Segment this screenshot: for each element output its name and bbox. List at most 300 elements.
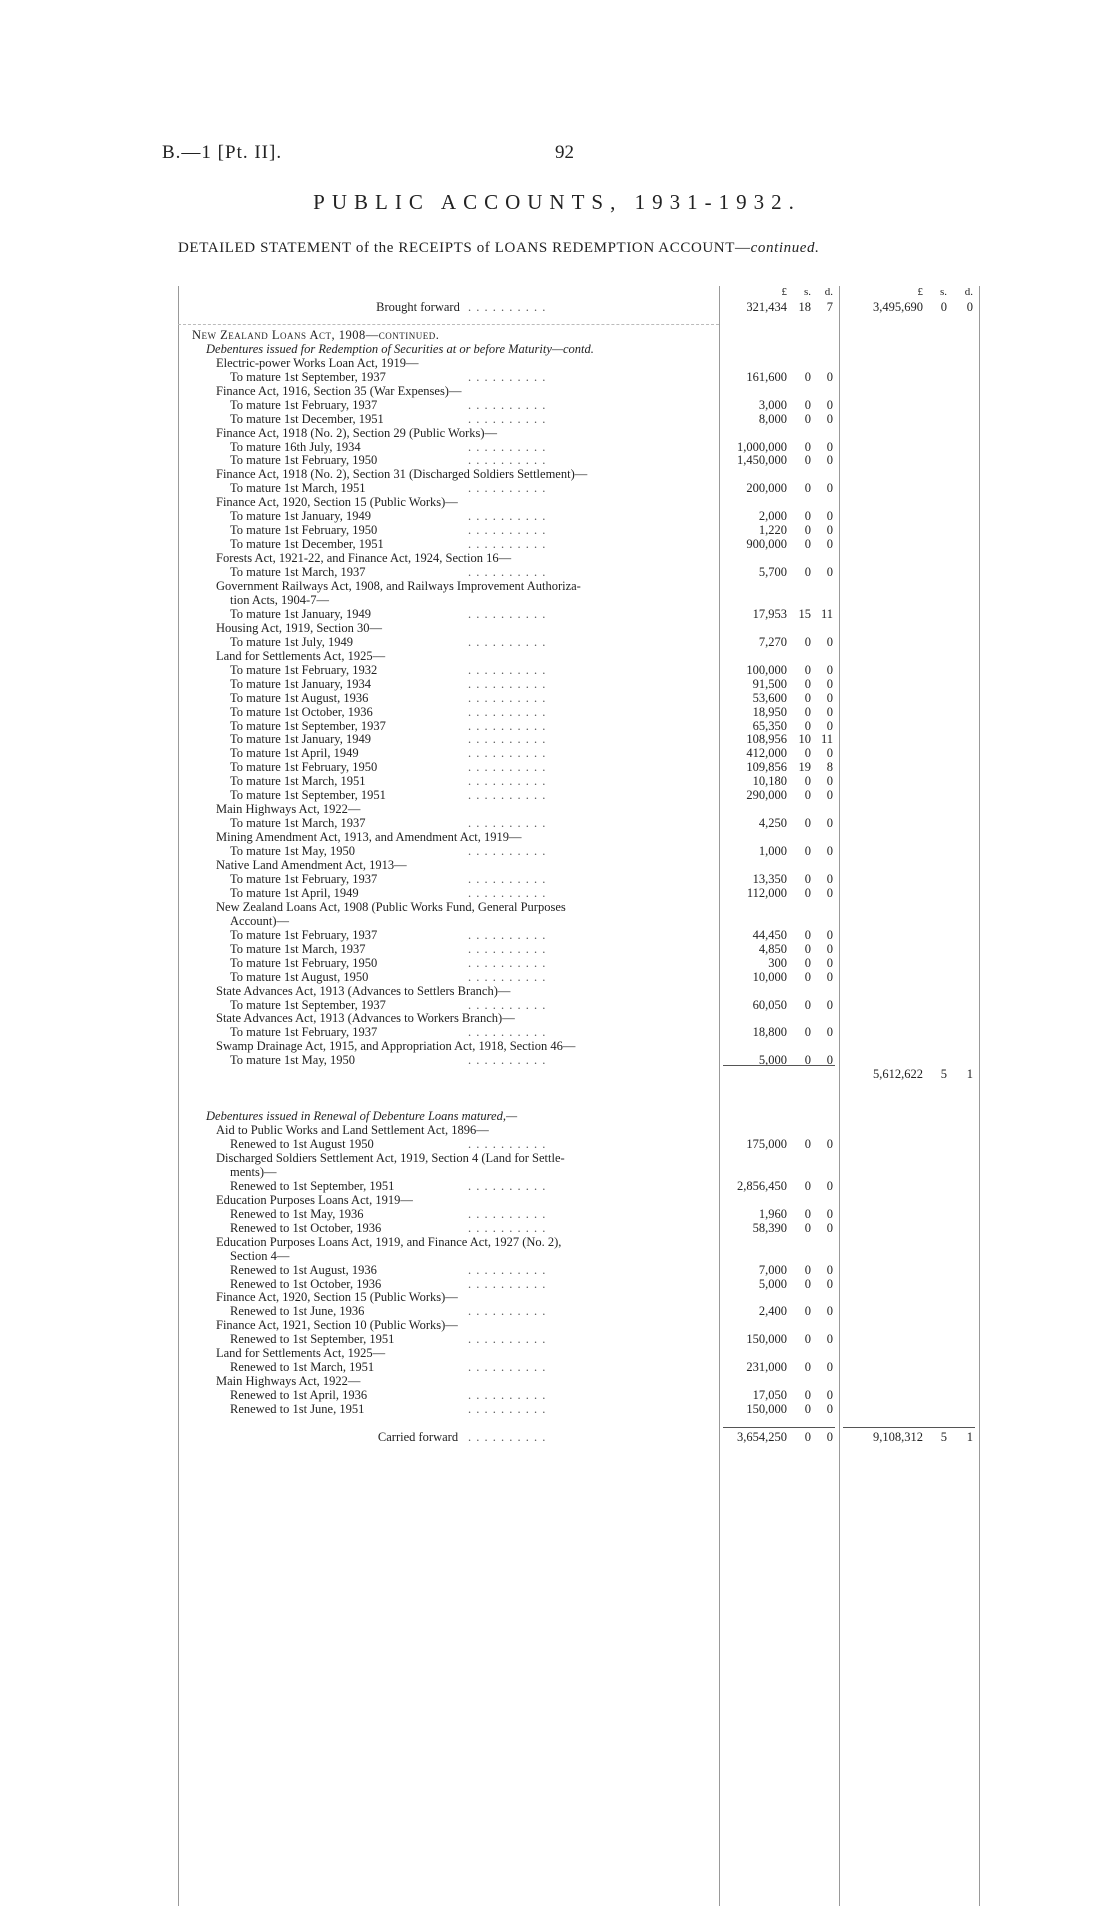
- dot-leader: . . . . . . . . . .: [468, 439, 547, 454]
- dot-leader: . . . . . . . . . .: [468, 1220, 547, 1235]
- dot-leader: . . . . . . . . . .: [468, 523, 547, 538]
- pounds-value: 5,000: [758, 1276, 787, 1291]
- dot-leader: . . . . . . . . . .: [468, 1053, 547, 1068]
- row-description: Renewed to 1st June, 1951: [230, 1402, 365, 1417]
- pence-value: 0: [826, 1220, 833, 1235]
- pounds-value: 231,000: [746, 1360, 787, 1375]
- table-row: [178, 788, 980, 803]
- pounds-value: 412,000: [746, 746, 787, 761]
- pounds-value: 200,000: [746, 481, 787, 496]
- pence-value: 0: [826, 397, 833, 412]
- subtitle-text: DETAILED STATEMENT of the RECEIPTS of LOANS REDEMPTION ACCOUNT—: [178, 240, 751, 256]
- pounds-value: 150,000: [746, 1332, 787, 1347]
- shillings-value: 0: [804, 885, 811, 900]
- pence-value: 0: [826, 746, 833, 761]
- row-description: To mature 1st February, 1937: [230, 871, 378, 886]
- table-row: [178, 384, 980, 399]
- row-description: Renewed to 1st April, 1936: [230, 1388, 368, 1403]
- col1-pounds-header: £: [781, 286, 787, 298]
- pounds-value: 3,654,250: [737, 1429, 787, 1444]
- row-description: Education Purposes Loans Act, 1919, and Finance Act, 1927 (No. 2),: [216, 1234, 562, 1249]
- pence-value: 0: [826, 885, 833, 900]
- pence-value: 0: [826, 788, 833, 803]
- dot-leader: . . . . . . . . . .: [468, 746, 547, 761]
- pence-value: 0: [826, 1388, 833, 1403]
- pounds-value: 5,612,622: [873, 1067, 923, 1082]
- shillings-value: 0: [804, 1025, 811, 1040]
- column1-header: [719, 286, 839, 300]
- page-reference: B.—1 [Pt. II].: [162, 142, 283, 163]
- shillings-value: 0: [804, 634, 811, 649]
- pounds-value: 91,500: [752, 676, 787, 691]
- row-description: Swamp Drainage Act, 1915, and Appropriation Act, 1918, Section 46—: [216, 1039, 576, 1054]
- shillings-value: 0: [804, 774, 811, 789]
- table-row: [178, 1123, 980, 1138]
- table-row: [178, 1109, 980, 1124]
- dot-leader: . . . . . . . . . .: [468, 1276, 547, 1291]
- shillings-value: 0: [804, 453, 811, 468]
- pounds-value: 18,800: [752, 1025, 787, 1040]
- row-description: To mature 1st January, 1949: [230, 606, 371, 621]
- pence-value: 0: [826, 704, 833, 719]
- pounds-value: 1,960: [758, 1206, 787, 1221]
- table-row: [178, 314, 980, 329]
- table-row: [178, 1165, 980, 1180]
- shillings-value: 0: [940, 300, 947, 314]
- table-row: [178, 970, 980, 985]
- pounds-value: 2,856,450: [737, 1178, 787, 1193]
- pence-value: 0: [826, 509, 833, 524]
- shillings-value: 0: [804, 1206, 811, 1221]
- row-description: Account)—: [230, 913, 290, 928]
- pounds-value: 10,180: [752, 774, 787, 789]
- row-description: To mature 1st September, 1937: [230, 369, 386, 384]
- table-row: [178, 649, 980, 664]
- pence-value: 0: [826, 439, 833, 454]
- shillings-value: 0: [804, 1402, 811, 1417]
- dot-leader: . . . . . . . . . .: [468, 1402, 547, 1417]
- row-description: New Zealand Loans Act, 1908 (Public Works Fund, General Purposes: [216, 899, 566, 914]
- shillings-value: 0: [804, 397, 811, 412]
- pounds-value: 7,000: [758, 1262, 787, 1277]
- row-description: Renewed to 1st September, 1951: [230, 1332, 395, 1347]
- pence-value: 0: [826, 1276, 833, 1291]
- shillings-value: 0: [804, 1220, 811, 1235]
- pence-value: 0: [826, 997, 833, 1012]
- table-row: [178, 1360, 980, 1375]
- column2-header: [839, 286, 979, 300]
- row-description: To mature 1st August, 1936: [230, 690, 369, 705]
- table-row: [178, 551, 980, 566]
- pounds-value: 109,856: [746, 760, 787, 775]
- shillings-value: 0: [804, 523, 811, 538]
- shillings-value: 0: [804, 411, 811, 426]
- row-description: To mature 1st February, 1937: [230, 1025, 378, 1040]
- table-row: [178, 1193, 980, 1208]
- row-description: To mature 1st September, 1937: [230, 997, 386, 1012]
- row-description: Finance Act, 1916, Section 35 (War Expenses)—: [216, 383, 462, 398]
- row-description: To mature 1st February, 1937: [230, 397, 378, 412]
- pounds-value: 175,000: [746, 1137, 787, 1151]
- table-row: [178, 900, 980, 915]
- row-description: Education Purposes Loans Act, 1919—: [216, 1192, 413, 1207]
- shillings-value: 15: [798, 606, 811, 621]
- table-row: [178, 1095, 980, 1110]
- pounds-value: 2,400: [758, 1304, 787, 1319]
- row-description: To mature 1st March, 1951: [230, 481, 366, 496]
- shillings-value: 0: [804, 927, 811, 942]
- table-row: [178, 1304, 980, 1319]
- dot-leader: . . . . . . . . . .: [468, 537, 547, 552]
- row-description: Brought forward: [376, 300, 460, 314]
- table-row: [178, 495, 980, 510]
- pounds-value: 9,108,312: [873, 1429, 923, 1444]
- table-row: [178, 467, 980, 482]
- shillings-value: 10: [798, 732, 811, 747]
- row-description: Carried forward: [377, 1429, 459, 1444]
- row-description: Finance Act, 1921, Section 10 (Public Works)—: [216, 1318, 458, 1333]
- table-row: [178, 398, 980, 413]
- table-row: [178, 1137, 980, 1152]
- pounds-value: 100,000: [746, 662, 787, 677]
- dot-leader: . . . . . . . . . .: [468, 1360, 547, 1375]
- shillings-value: 0: [804, 1332, 811, 1347]
- row-description: To mature 1st May, 1950: [230, 1053, 356, 1068]
- shillings-value: 0: [804, 1360, 811, 1375]
- table-row: [178, 816, 980, 831]
- table-row: [178, 1249, 980, 1264]
- pounds-value: 2,000: [758, 509, 787, 524]
- pounds-value: 150,000: [746, 1402, 787, 1417]
- row-description: To mature 1st March, 1937: [230, 941, 366, 956]
- table-row: [178, 1207, 980, 1222]
- table-row: [178, 621, 980, 636]
- row-description: To mature 1st April, 1949: [230, 746, 359, 761]
- table-row: [178, 942, 980, 957]
- shillings-value: 0: [804, 788, 811, 803]
- row-description: Forests Act, 1921-22, and Finance Act, 1924, Section 16—: [216, 551, 512, 566]
- shillings-value: 0: [804, 1137, 811, 1151]
- dot-leader: . . . . . . . . . .: [468, 732, 547, 747]
- shillings-value: 0: [804, 565, 811, 580]
- row-description: To mature 1st February, 1950: [230, 523, 378, 538]
- pounds-value: 5,000: [758, 1053, 787, 1068]
- shillings-value: 0: [804, 704, 811, 719]
- pence-value: 0: [826, 1178, 833, 1193]
- table-row: [178, 1388, 980, 1403]
- table-row: [178, 635, 980, 650]
- pence-value: 0: [826, 1262, 833, 1277]
- shillings-value: 0: [804, 1388, 811, 1403]
- dot-leader: . . . . . . . . . .: [468, 411, 547, 426]
- table-row: [178, 1290, 980, 1305]
- dot-leader: . . . . . . . . . .: [468, 690, 547, 705]
- row-description: To mature 1st January, 1949: [230, 732, 371, 747]
- shillings-value: 0: [804, 1053, 811, 1068]
- row-description: State Advances Act, 1913 (Advances to Settlers Branch)—: [216, 983, 511, 998]
- shillings-value: 0: [804, 969, 811, 984]
- pounds-value: 58,390: [752, 1220, 787, 1235]
- shillings-value: 19: [798, 760, 811, 775]
- pounds-value: 8,000: [758, 411, 787, 426]
- table-row: [178, 732, 980, 747]
- dot-leader: . . . . . . . . . .: [468, 1206, 547, 1221]
- row-description: To mature 1st February, 1950: [230, 760, 378, 775]
- row-description: To mature 1st January, 1934: [230, 676, 371, 691]
- dot-leader: . . . . . . . . . .: [468, 565, 547, 580]
- dot-leader: . . . . . . . . . .: [468, 676, 547, 691]
- row-description: Housing Act, 1919, Section 30—: [216, 620, 382, 635]
- pence-value: 11: [820, 732, 833, 747]
- shillings-value: 0: [804, 746, 811, 761]
- row-description: To mature 1st August, 1950: [230, 969, 369, 984]
- table-row: [178, 705, 980, 720]
- pounds-value: 13,350: [752, 871, 787, 886]
- table-row: [178, 956, 980, 971]
- shillings-value: 0: [804, 816, 811, 831]
- row-description: To mature 1st March, 1937: [230, 816, 366, 831]
- table-row: [178, 426, 980, 441]
- pence-value: 0: [826, 411, 833, 426]
- shillings-value: 18: [798, 300, 811, 314]
- table-row: [178, 1374, 980, 1389]
- pounds-value: 900,000: [746, 537, 787, 552]
- pounds-value: 3,495,690: [873, 300, 923, 314]
- subtitle-continued: continued.: [750, 240, 820, 256]
- subtotal-rule: [723, 1065, 835, 1066]
- row-description: To mature 1st December, 1951: [230, 537, 384, 552]
- pence-value: 0: [826, 690, 833, 705]
- row-description: Finance Act, 1920, Section 15 (Public Works)—: [216, 1290, 458, 1305]
- page-title: PUBLIC ACCOUNTS, 1931-1932.: [313, 190, 801, 214]
- table-row: [178, 691, 980, 706]
- table-row: [178, 370, 980, 385]
- col2-pounds-header: £: [917, 286, 923, 298]
- shillings-value: 0: [804, 1178, 811, 1193]
- row-description: Renewed to 1st September, 1951: [230, 1178, 395, 1193]
- table-row: [178, 858, 980, 873]
- dot-leader: . . . . . . . . . .: [468, 1262, 547, 1277]
- row-description: Renewed to 1st August 1950: [230, 1137, 374, 1151]
- dot-leader: . . . . . . . . . .: [468, 369, 547, 384]
- table-row: [178, 774, 980, 789]
- row-description: Land for Settlements Act, 1925—: [216, 1346, 386, 1361]
- shillings-value: 0: [804, 509, 811, 524]
- table-row: [178, 440, 980, 455]
- pounds-value: 1,220: [758, 523, 787, 538]
- table-row: [178, 719, 980, 734]
- dot-leader: . . . . . . . . . .: [468, 1429, 547, 1444]
- dot-leader: . . . . . . . . . .: [468, 760, 547, 775]
- row-description: To mature 1st October, 1936: [230, 704, 373, 719]
- row-description: To mature 1st September, 1951: [230, 788, 386, 803]
- dot-leader: . . . . . . . . . .: [468, 997, 547, 1012]
- table-row: [178, 1179, 980, 1194]
- row-description: New Zealand Loans Act, 1908—continued.: [192, 327, 440, 342]
- shillings-value: 5: [940, 1067, 947, 1082]
- table-row: [178, 356, 980, 371]
- pounds-value: 10,000: [752, 969, 787, 984]
- table-row: [178, 1416, 980, 1431]
- pence-value: 0: [826, 1304, 833, 1319]
- dot-leader: . . . . . . . . . .: [468, 816, 547, 831]
- row-description: tion Acts, 1904-7—: [230, 592, 329, 607]
- page-number: 92: [555, 142, 574, 163]
- shillings-value: 0: [804, 439, 811, 454]
- table-row: [178, 300, 980, 315]
- shillings-value: 0: [804, 844, 811, 859]
- row-description: Debentures issued for Redemption of Securities at or before Maturity—contd.: [206, 341, 594, 356]
- pence-value: 0: [826, 969, 833, 984]
- pounds-value: 4,250: [758, 816, 787, 831]
- row-description: To mature 1st January, 1949: [230, 509, 371, 524]
- table-row: [178, 872, 980, 887]
- table-row: [178, 1011, 980, 1026]
- table-row: [178, 1151, 980, 1166]
- dot-leader: . . . . . . . . . .: [468, 509, 547, 524]
- row-description: Mining Amendment Act, 1913, and Amendment Act, 1919—: [216, 830, 522, 845]
- table-row: [178, 509, 980, 524]
- dot-leader: . . . . . . . . . .: [468, 788, 547, 803]
- pence-value: 8: [826, 760, 833, 775]
- table-row: [178, 1430, 980, 1445]
- table-row: [178, 663, 980, 678]
- pounds-value: 3,000: [758, 397, 787, 412]
- pounds-value: 17,953: [752, 606, 787, 621]
- col1-shillings-header: s.: [803, 286, 811, 298]
- pence-value: 0: [826, 816, 833, 831]
- statement-subtitle: [178, 240, 820, 257]
- pence-value: 0: [826, 1025, 833, 1040]
- table-row: [178, 677, 980, 692]
- table-row: [178, 746, 980, 761]
- table-row: [178, 593, 980, 608]
- dot-leader: . . . . . . . . . .: [468, 927, 547, 942]
- pounds-value: 44,450: [752, 927, 787, 942]
- pounds-value: 7,270: [758, 634, 787, 649]
- pounds-value: 4,850: [758, 941, 787, 956]
- pence-value: 1: [966, 1067, 973, 1082]
- table-row: [178, 830, 980, 845]
- pounds-value: 65,350: [752, 718, 787, 733]
- row-description: Renewed to 1st October, 1936: [230, 1220, 382, 1235]
- table-row: [178, 998, 980, 1013]
- pence-value: 1: [966, 1429, 973, 1444]
- row-description: Section 4—: [230, 1248, 290, 1263]
- dot-leader: . . . . . . . . . .: [468, 969, 547, 984]
- table-row: [178, 1039, 980, 1054]
- shillings-value: 0: [804, 481, 811, 496]
- table-row: [178, 802, 980, 817]
- pence-value: 0: [826, 1206, 833, 1221]
- pence-value: 0: [826, 871, 833, 886]
- table-row: [178, 579, 980, 594]
- dot-leader: . . . . . . . . . .: [468, 1137, 547, 1151]
- dot-leader: . . . . . . . . . .: [468, 844, 547, 859]
- pence-value: 0: [826, 565, 833, 580]
- row-description: Finance Act, 1918 (No. 2), Section 29 (Public Works)—: [216, 425, 498, 440]
- table-row: [178, 523, 980, 538]
- pence-value: 0: [826, 1053, 833, 1068]
- dot-leader: . . . . . . . . . .: [468, 662, 547, 677]
- pence-value: 0: [826, 941, 833, 956]
- table-row: [178, 1221, 980, 1236]
- pounds-value: 60,050: [752, 997, 787, 1012]
- dot-leader: . . . . . . . . . .: [468, 1388, 547, 1403]
- table-row: [178, 928, 980, 943]
- pounds-value: 290,000: [746, 788, 787, 803]
- row-description: Finance Act, 1918 (No. 2), Section 31 (Discharged Soldiers Settlement)—: [216, 467, 588, 482]
- pounds-value: 321,434: [746, 300, 787, 314]
- table-row: [178, 412, 980, 427]
- dot-leader: . . . . . . . . . .: [468, 481, 547, 496]
- total-rule: [843, 1427, 975, 1428]
- dot-leader: . . . . . . . . . .: [468, 1304, 547, 1319]
- shillings-value: 0: [804, 1304, 811, 1319]
- row-description: Renewed to 1st March, 1951: [230, 1360, 375, 1375]
- shillings-value: 0: [804, 662, 811, 677]
- pounds-value: 5,700: [758, 565, 787, 580]
- row-description: Native Land Amendment Act, 1913—: [216, 858, 407, 872]
- row-description: To mature 1st February, 1950: [230, 955, 378, 970]
- pence-value: 11: [820, 606, 833, 621]
- table-row: [178, 537, 980, 552]
- table-row: [178, 984, 980, 999]
- shillings-value: 0: [804, 690, 811, 705]
- table-row: [178, 328, 980, 343]
- row-description: Main Highways Act, 1922—: [216, 1374, 361, 1389]
- pence-value: 0: [826, 844, 833, 859]
- row-description: State Advances Act, 1913 (Advances to Workers Branch)—: [216, 1011, 515, 1026]
- row-description: To mature 1st February, 1950: [230, 453, 378, 468]
- pence-value: 0: [826, 369, 833, 384]
- dot-leader: . . . . . . . . . .: [468, 941, 547, 956]
- table-row: [178, 1025, 980, 1040]
- row-description: To mature 16th July, 1934: [230, 439, 361, 454]
- pounds-value: 18,950: [752, 704, 787, 719]
- shillings-value: 0: [804, 941, 811, 956]
- row-description: To mature 1st April, 1949: [230, 885, 359, 900]
- row-description: To mature 1st March, 1937: [230, 565, 366, 580]
- dot-leader: . . . . . . . . . .: [468, 885, 547, 900]
- table-row: [178, 844, 980, 859]
- table-row: [178, 886, 980, 901]
- shillings-value: 0: [804, 676, 811, 691]
- table-row: [178, 607, 980, 622]
- pence-value: 0: [826, 927, 833, 942]
- table-row: [178, 453, 980, 468]
- shillings-value: 0: [804, 997, 811, 1012]
- shillings-value: 0: [804, 1276, 811, 1291]
- table-row: [178, 1277, 980, 1292]
- col1-pence-header: d.: [824, 286, 833, 298]
- dot-leader: . . . . . . . . . .: [468, 300, 547, 314]
- dot-leader: . . . . . . . . . .: [468, 1178, 547, 1193]
- pence-value: 0: [826, 955, 833, 970]
- row-description: Land for Settlements Act, 1925—: [216, 648, 386, 663]
- row-description: To mature 1st March, 1951: [230, 774, 366, 789]
- pounds-value: 17,050: [752, 1388, 787, 1403]
- row-description: Electric-power Works Loan Act, 1919—: [216, 355, 419, 370]
- shillings-value: 0: [804, 871, 811, 886]
- table-row: [178, 1402, 980, 1417]
- pounds-value: 1,450,000: [737, 453, 787, 468]
- row-description: Renewed to 1st October, 1936: [230, 1276, 382, 1291]
- table-row: [178, 1081, 980, 1096]
- col2-pence-header: d.: [964, 286, 973, 298]
- dot-leader: . . . . . . . . . .: [468, 634, 547, 649]
- shillings-value: 0: [804, 537, 811, 552]
